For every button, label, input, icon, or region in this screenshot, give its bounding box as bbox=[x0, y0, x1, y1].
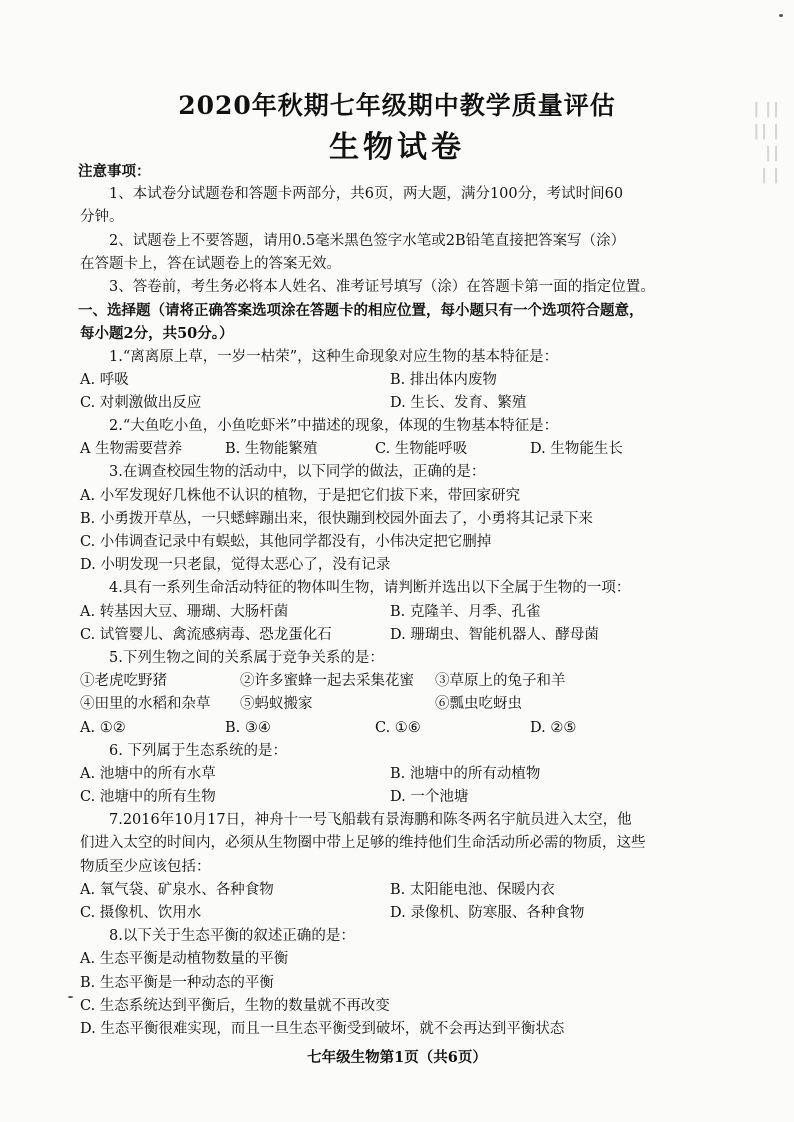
question-7-stem-cont: 们进入太空的时间内，必须从生物圈中带上足够的维持他们生命活动所必需的物质，这些 bbox=[80, 835, 646, 852]
question-6-stem: 6. 下列属于生态系统的是： bbox=[109, 742, 287, 759]
option-d: D. 一个池塘 bbox=[390, 789, 469, 806]
option-c: C. 池塘中的所有生物 bbox=[80, 789, 216, 806]
question-7-options-row bbox=[80, 879, 700, 902]
scan-speck bbox=[68, 996, 73, 998]
question-4-options-row bbox=[80, 624, 700, 647]
scan-speck bbox=[779, 14, 783, 17]
option-d: D. 小明发现一只老鼠，觉得太恶心了，没有记录 bbox=[80, 557, 391, 574]
option-a: A. 生态平衡是动植物数量的平衡 bbox=[80, 951, 289, 968]
option-c: C. 生物能呼吸 bbox=[375, 441, 468, 458]
notice-item-1-cont: 分钟。 bbox=[80, 209, 124, 226]
option-b: B. 池塘中的所有动植物 bbox=[390, 765, 541, 782]
question-6-options-row bbox=[80, 763, 700, 786]
item-5: ⑤蚂蚁搬家 bbox=[240, 696, 313, 713]
question-5-options-row bbox=[80, 717, 700, 740]
option-a: A 生物需要营养 bbox=[80, 441, 183, 458]
notice-item-1: 1、本试卷分试题卷和答题卡两部分，共6页，两大题，满分100分，考试时间60 bbox=[109, 186, 624, 203]
notice-item-2: 2、试题卷上不要答题，请用0.5毫米黑色签字水笔或2B铅笔直接把答案写（涂） bbox=[109, 232, 626, 249]
option-c: C. ①⑥ bbox=[375, 719, 421, 736]
question-5-items-row bbox=[80, 693, 700, 716]
question-7-stem-cont: 物质至少应该包括： bbox=[80, 858, 211, 875]
question-6-options-row bbox=[80, 786, 700, 809]
option-d: D. 珊瑚虫、智能机器人、酵母菌 bbox=[390, 626, 599, 643]
option-c: C. 生态系统达到平衡后，生物的数量就不再改变 bbox=[80, 997, 390, 1014]
option-b: B. 生态平衡是一种动态的平衡 bbox=[80, 974, 274, 991]
exam-content bbox=[80, 160, 700, 1041]
notice-item-2-cont: 在答题卡上，答在试题卷上的答案无效。 bbox=[80, 255, 341, 272]
option-d: D. 生长、发育、繁殖 bbox=[390, 394, 527, 411]
option-a: A. 池塘中的所有水草 bbox=[80, 765, 216, 782]
option-c: C. 小伟调查记录中有蜈蚣，其他同学都没有，小伟决定把它删掉 bbox=[80, 534, 492, 550]
question-5-stem: 5.下列生物之间的关系属于竞争关系的是： bbox=[109, 649, 384, 666]
option-c: C. 摄像机、饮用水 bbox=[80, 905, 202, 921]
option-d: D. 录像机、防寒服、各种食物 bbox=[390, 905, 585, 921]
notice-heading: 注意事项： bbox=[78, 163, 151, 180]
option-a: A. 小军发现好几株他不认识的植物，于是把它们拔下来，带回家研究 bbox=[80, 487, 521, 504]
item-4: ④田里的水稻和杂草 bbox=[80, 696, 211, 713]
option-b: B. 小勇拨开草丛，一只蟋蟀蹦出来，很快蹦到校园外面去了，小勇将其记录下来 bbox=[80, 510, 593, 527]
option-d: D. ②⑤ bbox=[530, 719, 577, 736]
page-footer: 七年级生物第1页（共6页） bbox=[307, 1049, 487, 1066]
option-a: A. 呼吸 bbox=[80, 371, 129, 388]
section-heading-cont: 每小题2分，共50分。） bbox=[80, 325, 234, 343]
question-1-options-row bbox=[80, 369, 700, 392]
option-d: D. 生态平衡很难实现，而且一旦生态平衡受到破坏，就不会再达到平衡状态 bbox=[80, 1020, 565, 1037]
option-b: B. ③④ bbox=[225, 719, 271, 736]
option-b: B. 太阳能电池、保暖内衣 bbox=[390, 881, 555, 898]
item-3: ③草原上的兔子和羊 bbox=[435, 673, 566, 690]
question-7-stem: 7.2016年10月17日，神舟十一号飞船载有景海鹏和陈冬两名宇航员进入太空，他 bbox=[109, 812, 632, 829]
option-a: A. 氧气袋、矿泉水、各种食物 bbox=[80, 881, 274, 898]
question-2-stem: 2.“大鱼吃小鱼，小鱼吃虾米”中描述的现象，体现的生物基本特征是： bbox=[109, 418, 559, 435]
notice-item-3: 3、答卷前，考生务必将本人姓名、准考证号填写（涂）在答题卡第一面的指定位置。 bbox=[109, 278, 655, 295]
option-b: B. 生物能繁殖 bbox=[225, 441, 318, 458]
exam-subtitle: 生物试卷 bbox=[329, 130, 465, 165]
question-8-stem: 8.以下关于生态平衡的叙述正确的是： bbox=[109, 928, 355, 945]
question-7-options-row bbox=[80, 902, 700, 925]
option-b: B. 排出体内废物 bbox=[390, 371, 497, 388]
question-2-options-row bbox=[80, 438, 700, 461]
exam-title: 2020年秋期七年级期中教学质量评估 bbox=[178, 91, 616, 120]
option-b: B. 克隆羊、月季、孔雀 bbox=[390, 603, 541, 620]
bleed-through-marks: ┃┃ ┃ ┃ ┃┃ ┃┃ ┃ ┃ bbox=[752, 103, 780, 184]
question-4-options-row bbox=[80, 601, 700, 624]
item-2: ②许多蜜蜂一起去采集花蜜 bbox=[240, 673, 414, 690]
option-a: A. ①② bbox=[80, 719, 126, 736]
item-6: ⑥瓢虫吃蚜虫 bbox=[435, 696, 522, 713]
option-d: D. 生物能生长 bbox=[530, 441, 623, 458]
question-4-stem: 4.具有一系列生命活动特征的物体叫生物，请判断并选出以下全属于生物的一项： bbox=[109, 580, 631, 597]
question-3-stem: 3.在调查校园生物的活动中，以下同学的做法，正确的是： bbox=[109, 464, 486, 481]
question-5-items-row bbox=[80, 670, 700, 693]
section-heading: 一、选择题（请将正确答案选项涂在答题卡的相应位置，每小题只有一个选项符合题意， bbox=[78, 302, 644, 320]
question-1-stem: 1.“离离原上草，一岁一枯荣”，这种生命现象对应生物的基本特征是： bbox=[109, 348, 559, 365]
option-c: C. 对刺激做出反应 bbox=[80, 394, 202, 411]
option-a: A. 转基因大豆、珊瑚、大肠杆菌 bbox=[80, 603, 289, 620]
option-c: C. 试管婴儿、禽流感病毒、恐龙蛋化石 bbox=[80, 626, 332, 643]
item-1: ①老虎吃野猪 bbox=[80, 673, 167, 690]
question-1-options-row bbox=[80, 392, 700, 415]
